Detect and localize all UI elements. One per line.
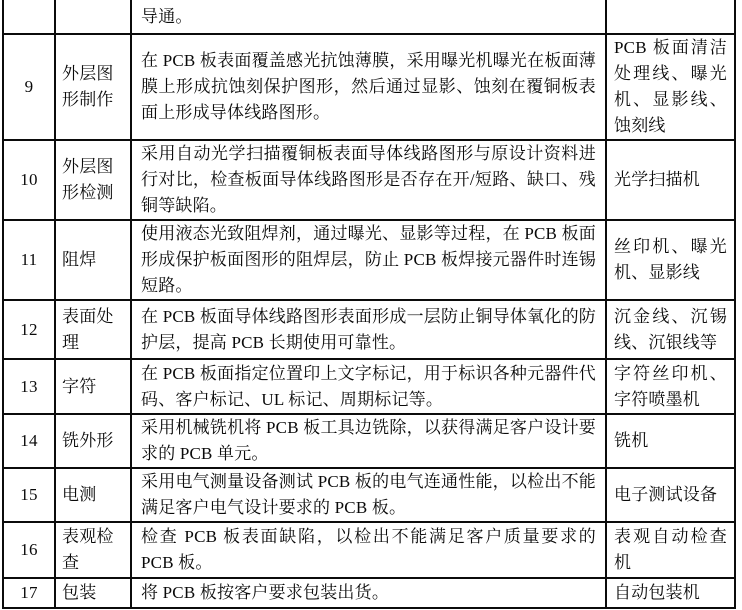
description-cell: 在 PCB 板表面覆盖感光抗蚀薄膜，采用曝光机曝光在板面薄膜上形成抗蚀刻保护图形，然后通过显影、蚀刻在覆铜板表面上形成导体线路图形。 — [131, 34, 606, 140]
equipment-cell: 光学扫描机 — [606, 140, 735, 220]
description-cell: 检查 PCB 板表面缺陷，以检出不能满足客户质量要求的 PCB 板。 — [131, 522, 606, 578]
table-row — [3, 578, 735, 608]
description-cell: 采用电气测量设备测试 PCB 板的电气连通性能，以检出不能满足客户电气设计要求的 PCB 板。 — [131, 468, 606, 522]
row-number-cell: 15 — [3, 468, 55, 522]
process-name-cell: 表观检查 — [55, 522, 131, 578]
process-name-cell: 外层图形制作 — [55, 34, 131, 140]
equipment-cell: PCB 板面清洁处理线、曝光机、显影线、蚀刻线 — [606, 34, 735, 140]
equipment-cell: 沉金线、沉锡线、沉银线等 — [606, 300, 735, 359]
description-cell: 在 PCB 板面指定位置印上文字标记，用于标识各种元器件代码、客户标记、UL 标记、周期标记等。 — [131, 359, 606, 414]
row-number-cell: 12 — [3, 300, 55, 359]
process-name-cell — [55, 0, 131, 34]
row-number-cell: 10 — [3, 140, 55, 220]
process-name-cell: 字符 — [55, 359, 131, 414]
pcb-process-table — [2, 0, 736, 609]
row-number-cell: 16 — [3, 522, 55, 578]
table-row — [3, 300, 735, 359]
equipment-cell: 电子测试设备 — [606, 468, 735, 522]
table-row — [3, 34, 735, 140]
description-cell: 使用液态光致阻焊剂，通过曝光、显影等过程，在 PCB 板面形成保护板面图形的阻焊层，防止 PCB 板焊接元器件时连锡短路。 — [131, 220, 606, 300]
table-row — [3, 220, 735, 300]
table-row — [3, 522, 735, 578]
description-cell: 在 PCB 板面导体线路图形表面形成一层防止铜导体氧化的防护层，提高 PCB 长期使用可靠性。 — [131, 300, 606, 359]
description-cell: 采用机械铣机将 PCB 板工具边铣除，以获得满足客户设计要求的 PCB 单元。 — [131, 414, 606, 468]
process-name-cell: 外层图形检测 — [55, 140, 131, 220]
equipment-cell: 丝印机、曝光机、显影线 — [606, 220, 735, 300]
equipment-cell — [606, 0, 735, 34]
process-name-cell: 电测 — [55, 468, 131, 522]
process-name-cell: 表面处理 — [55, 300, 131, 359]
equipment-cell: 表观自动检查机 — [606, 522, 735, 578]
table-row — [3, 140, 735, 220]
row-number-cell: 9 — [3, 34, 55, 140]
process-name-cell: 阻焊 — [55, 220, 131, 300]
equipment-cell: 字符丝印机、字符喷墨机 — [606, 359, 735, 414]
equipment-cell: 自动包装机 — [606, 578, 735, 608]
description-cell: 导通。 — [131, 0, 606, 34]
table-row — [3, 359, 735, 414]
process-name-cell: 铣外形 — [55, 414, 131, 468]
description-cell: 将 PCB 板按客户要求包装出货。 — [131, 578, 606, 608]
row-number-cell: 17 — [3, 578, 55, 608]
table-row — [3, 414, 735, 468]
process-name-cell: 包装 — [55, 578, 131, 608]
row-number-cell: 11 — [3, 220, 55, 300]
description-cell: 采用自动光学扫描覆铜板表面导体线路图形与原设计资料进行对比，检查板面导体线路图形是否存在开/短路、缺口、残铜等缺陷。 — [131, 140, 606, 220]
row-number-cell: 13 — [3, 359, 55, 414]
table-row — [3, 0, 735, 34]
row-number-cell — [3, 0, 55, 34]
equipment-cell: 铣机 — [606, 414, 735, 468]
table-row — [3, 468, 735, 522]
row-number-cell: 14 — [3, 414, 55, 468]
